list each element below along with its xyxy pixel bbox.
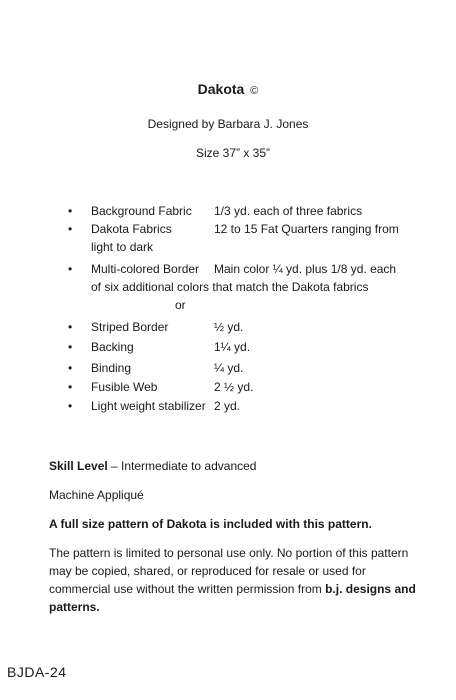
material-amount: 1/3 yd. each of three fabrics	[214, 204, 363, 218]
bullet-icon: •	[68, 399, 73, 413]
material-amount: ½ yd.	[214, 320, 244, 334]
bullet-icon: •	[68, 222, 73, 236]
bullet-icon: •	[68, 320, 73, 334]
bullet-icon: •	[68, 204, 73, 218]
material-amount: Main color ¼ yd. plus 1/8 yd. each	[214, 262, 397, 276]
material-item: Background Fabric	[91, 204, 192, 218]
company-name: b.j. designs and patterns.	[49, 582, 416, 614]
pattern-name: Dakota	[197, 81, 245, 97]
bullet-icon: •	[68, 380, 73, 394]
material-amount: ¼ yd.	[214, 361, 244, 375]
full-size-note: A full size pattern of Dakota is included with this pattern.	[49, 517, 372, 531]
material-amount: 2 yd.	[214, 399, 241, 413]
material-continuation: light to dark	[91, 240, 154, 254]
quilt-size: Size 37” x 35”	[195, 146, 271, 160]
designer-credit: Designed by Barbara J. Jones	[147, 117, 309, 131]
pattern-code: BJDA-24	[7, 664, 67, 680]
bullet-icon: •	[68, 262, 73, 276]
technique: Machine Appliqué	[49, 488, 144, 502]
material-continuation: of six additional colors that match the Dakota fabrics	[91, 280, 369, 294]
material-item: Light weight stabilizer	[91, 399, 206, 413]
material-item: Dakota Fabrics	[91, 222, 172, 236]
or-separator: or	[175, 298, 186, 312]
bullet-icon: •	[68, 361, 73, 375]
license-text: The pattern is limited to personal use only. No portion of this pattern may be copied, shared, or reproduced for resale or used for commercial use without the written permission from	[49, 546, 409, 596]
material-amount: 2 ½ yd.	[214, 380, 254, 394]
material-amount: 1¼ yd.	[214, 340, 251, 354]
material-item: Multi-colored Border	[91, 262, 200, 276]
license-note	[49, 544, 419, 616]
skill-level-value: – Intermediate to advanced	[107, 459, 257, 473]
copyright-symbol: ©	[250, 85, 259, 97]
material-item: Binding	[91, 361, 132, 375]
skill-level-label: Skill Level	[49, 459, 108, 473]
material-item: Striped Border	[91, 320, 169, 334]
pattern-title	[0, 81, 456, 97]
bullet-icon: •	[68, 340, 73, 354]
material-amount: 12 to 15 Fat Quarters ranging from	[214, 222, 399, 236]
material-item: Backing	[91, 340, 134, 354]
skill-level	[49, 457, 419, 475]
material-item: Fusible Web	[91, 380, 158, 394]
